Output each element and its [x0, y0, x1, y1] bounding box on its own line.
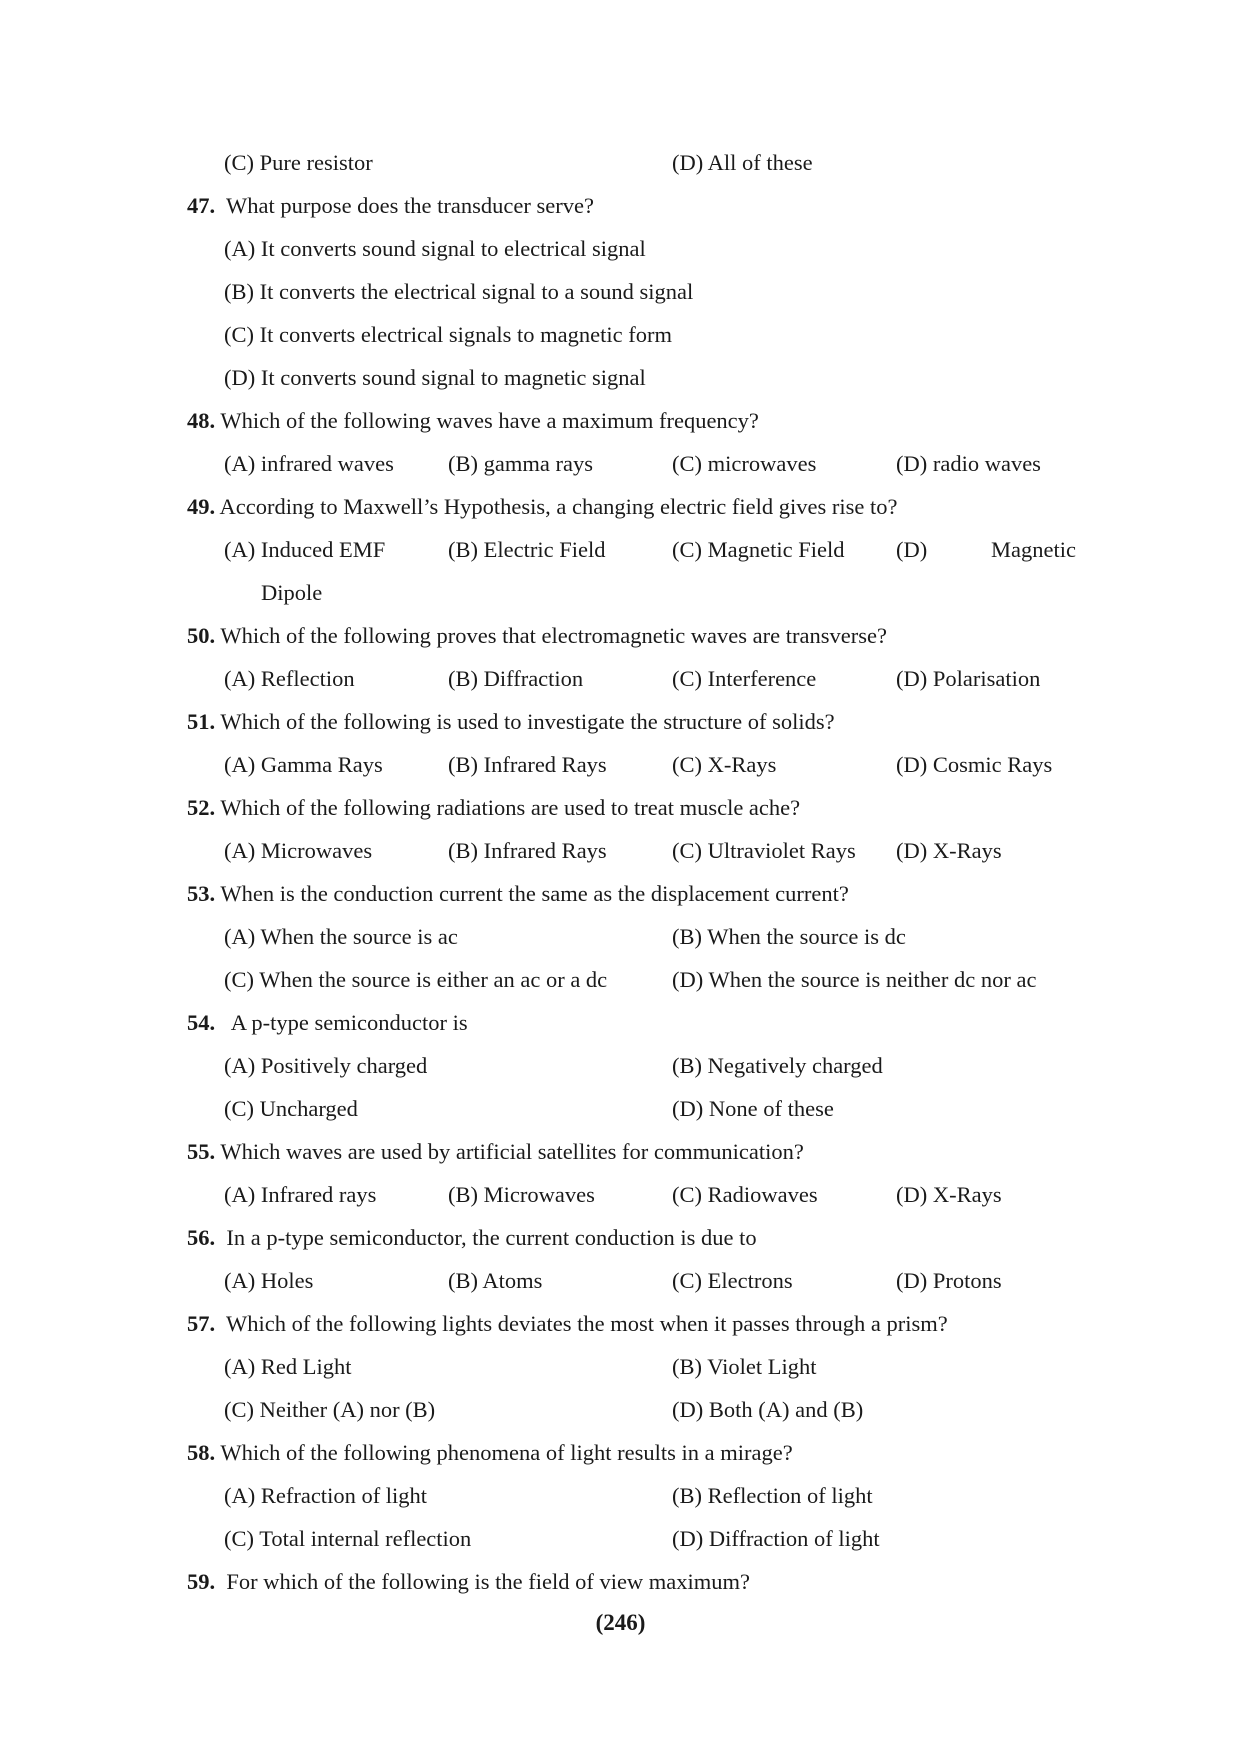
option-c: (C) Ultraviolet Rays [672, 838, 856, 863]
option-a: (A) Red Light [224, 1354, 352, 1379]
question-text: A p-type semiconductor is [230, 1010, 468, 1035]
option-c: (C) Interference [672, 666, 817, 691]
question-text: Which of the following lights deviates the most when it passes through a prism? [225, 1311, 948, 1336]
option-c: (C) Magnetic Field [672, 537, 845, 562]
question-number: 49. [187, 494, 216, 519]
option-c: (C) Neither (A) nor (B) [224, 1397, 436, 1422]
option-b: (B) Electric Field [448, 537, 606, 562]
option-b: (B) Violet Light [672, 1354, 817, 1379]
option-a: (A) Gamma Rays [224, 752, 383, 777]
option-b: (B) gamma rays [448, 451, 593, 476]
option-d: (D) radio waves [896, 451, 1041, 476]
option-c: (C) When the source is either an ac or a dc [224, 967, 608, 992]
question-59 [187, 1569, 750, 1595]
page-number: (246) [595, 1610, 646, 1635]
question-text: When is the conduction current the same as the displacement current? [220, 881, 849, 906]
option-b: (B) Infrared Rays [448, 752, 607, 777]
option-d: (D) [896, 537, 928, 562]
option-c: (C) Electrons [672, 1268, 793, 1293]
question-number: 48. [187, 408, 216, 433]
option-c: (C) It converts electrical signals to magnetic form [224, 322, 672, 347]
option-d: (D) Both (A) and (B) [672, 1397, 864, 1422]
question-text: Which of the following is used to investigate the structure of solids? [220, 709, 835, 734]
option-a: (A) Infrared rays [224, 1182, 377, 1207]
option-d-text-cont: Dipole [261, 580, 323, 605]
option-b: (B) Negatively charged [672, 1053, 883, 1078]
question-number: 51. [187, 709, 216, 734]
question-54 [187, 1010, 468, 1036]
question-58 [187, 1440, 793, 1466]
question-number: 57. [187, 1311, 216, 1336]
option-d: (D) Protons [896, 1268, 1002, 1293]
option-c: (C) X-Rays [672, 752, 777, 777]
question-text: Which of the following proves that electromagnetic waves are transverse? [220, 623, 887, 648]
question-text: Which waves are used by artificial satellites for communication? [220, 1139, 804, 1164]
option-d: (D) X-Rays [896, 1182, 1002, 1207]
option-c: (C) microwaves [672, 451, 817, 476]
option-a: (A) Refraction of light [224, 1483, 428, 1508]
question-text: Which of the following phenomena of light results in a mirage? [220, 1440, 793, 1465]
option-c: (C) Total internal reflection [224, 1526, 472, 1551]
option-a: (A) It converts sound signal to electrical signal [224, 236, 646, 261]
option-c: (C) Uncharged [224, 1096, 358, 1121]
option-a: (A) When the source is ac [224, 924, 458, 949]
question-52 [187, 795, 800, 821]
option-d: (D) All of these [672, 150, 813, 175]
question-text: In a p-type semiconductor, the current conduction is due to [226, 1225, 757, 1250]
question-number: 53. [187, 881, 216, 906]
option-d: (D) X-Rays [896, 838, 1002, 863]
question-number: 52. [187, 795, 216, 820]
question-47 [187, 193, 594, 219]
question-text: Which of the following radiations are used to treat muscle ache? [220, 795, 801, 820]
option-a: (A) Positively charged [224, 1053, 428, 1078]
option-a: (A) Holes [224, 1268, 314, 1293]
question-51 [187, 709, 835, 735]
question-text: What purpose does the transducer serve? [225, 193, 594, 218]
question-text: Which of the following waves have a maximum frequency? [220, 408, 759, 433]
option-d: (D) It converts sound signal to magnetic signal [224, 365, 646, 390]
question-number: 56. [187, 1225, 216, 1250]
option-b: (B) Atoms [448, 1268, 543, 1293]
option-c: (C) Radiowaves [672, 1182, 818, 1207]
option-a: (A) Induced EMF [224, 537, 386, 562]
question-number: 59. [187, 1569, 216, 1594]
option-a: (A) Microwaves [224, 838, 373, 863]
option-b: (B) Reflection of light [672, 1483, 873, 1508]
option-d: (D) When the source is neither dc nor ac [672, 967, 1037, 992]
question-57 [187, 1311, 948, 1337]
question-48 [187, 408, 759, 434]
option-d: (D) Polarisation [896, 666, 1041, 691]
option-b: (B) Microwaves [448, 1182, 595, 1207]
question-53 [187, 881, 849, 907]
question-number: 50. [187, 623, 216, 648]
option-b: (B) It converts the electrical signal to a sound signal [224, 279, 694, 304]
option-a: (A) infrared waves [224, 451, 394, 476]
option-a: (A) Reflection [224, 666, 355, 691]
option-c: (C) Pure resistor [224, 150, 373, 175]
question-number: 47. [187, 193, 216, 218]
question-text: For which of the following is the field of view maximum? [226, 1569, 751, 1594]
question-50 [187, 623, 887, 649]
question-56 [187, 1225, 757, 1251]
question-55 [187, 1139, 804, 1165]
option-d: (D) Diffraction of light [672, 1526, 880, 1551]
option-b: (B) Diffraction [448, 666, 584, 691]
option-d-text: Magnetic [991, 537, 1076, 562]
option-b: (B) When the source is dc [672, 924, 906, 949]
question-text: According to Maxwell’s Hypothesis, a changing electric field gives rise to? [219, 494, 898, 519]
option-d: (D) Cosmic Rays [896, 752, 1053, 777]
question-number: 58. [187, 1440, 216, 1465]
question-number: 55. [187, 1139, 216, 1164]
question-49 [187, 494, 897, 520]
question-number: 54. [187, 1010, 216, 1035]
option-d: (D) None of these [672, 1096, 834, 1121]
option-b: (B) Infrared Rays [448, 838, 607, 863]
